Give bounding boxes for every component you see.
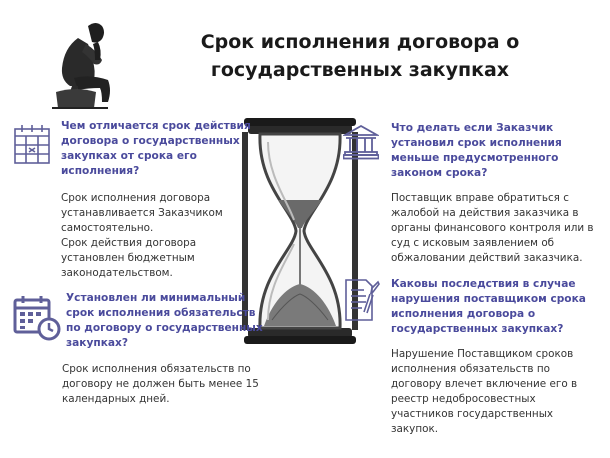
- document-pen-icon: [344, 278, 380, 322]
- answer-3: [391, 191, 596, 266]
- question-3: Что делать если Заказчик установил срок исполнения меньше предусмотренного законом срока?: [391, 122, 562, 179]
- thinker-figure: [48, 18, 128, 110]
- answer-1-para-1: Срок исполнения договора устанавливается Заказчиком самостоятельно.: [61, 192, 223, 234]
- page-title: [150, 28, 570, 84]
- calendar-grid-icon: [14, 124, 50, 164]
- courthouse-icon: [343, 124, 379, 160]
- question-2: Установлен ли минимальный срок исполнения обязательств по договору о государственных закупках?: [66, 292, 263, 349]
- title-line-1: Срок исполнения договора о: [200, 31, 520, 53]
- answer-2: [62, 362, 262, 407]
- question-1: Чем отличается срок действия договора о государственных закупках от срока его исполнения?: [61, 120, 251, 177]
- answer-4-para-1: Нарушение Поставщиком сроков исполнения обязательств по договору влечет включение его в реестр недобросовестных участников государственных закупок.: [391, 348, 578, 435]
- question-4: Каковы последствия в случае нарушения поставщиком срока исполнения договора о государственных закупках?: [391, 278, 586, 335]
- title-line-2: государственных закупках: [210, 59, 510, 81]
- answer-3-para-1: Поставщик вправе обратиться с жалобой на действия заказчика в органы финансового контроля или в суд с исковым заявлением об обжаловании действий заказчика.: [391, 192, 594, 264]
- answer-1-para-2: Срок действия договора установлен бюджетным законодательством.: [61, 237, 197, 279]
- answer-4: [391, 347, 601, 437]
- calendar-clock-icon: [13, 295, 61, 341]
- answer-2-para-1: Срок исполнения обязательств по договору не должен быть менее 15 календарных дней.: [62, 363, 259, 405]
- answer-1: [61, 191, 251, 281]
